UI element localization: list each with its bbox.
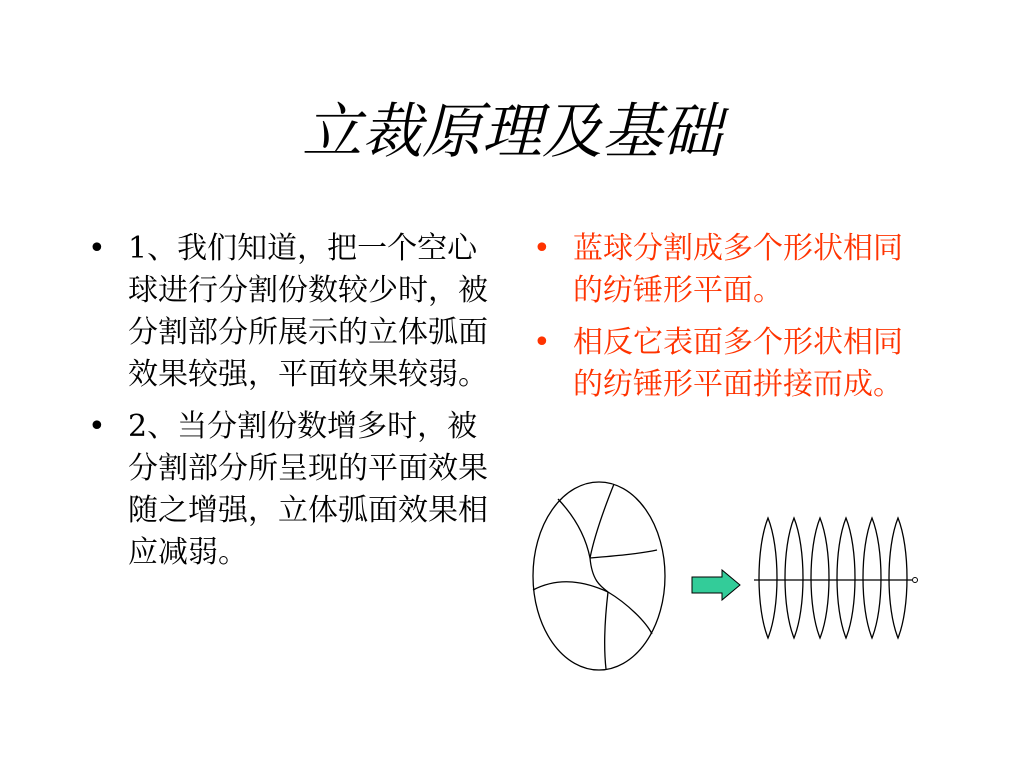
spindle-gores-icon — [754, 518, 918, 638]
left-bullet-list — [88, 228, 488, 584]
list-item-text: 1、我们知道，把一个空心球进行分割份数较少时，被分割部分所展示的立体弧面效果较强，平面较果较弱。 — [128, 231, 488, 392]
gore-piece — [811, 518, 829, 638]
gore-piece — [759, 518, 777, 638]
bullet-marker: • — [88, 231, 106, 266]
gore-piece — [889, 518, 907, 638]
gore-piece — [837, 518, 855, 638]
gore-piece — [863, 518, 881, 638]
slide-title: 立裁原理及基础 — [302, 97, 722, 167]
list-item — [88, 228, 488, 396]
gore-piece — [785, 518, 803, 638]
list-item-text: 相反它表面多个形状相同的纺锤形平面拼接而成。 — [573, 325, 903, 402]
arrow-shape — [692, 570, 740, 600]
sphere-outline — [533, 482, 665, 670]
sphere-with-segments-icon — [533, 482, 665, 670]
bullet-marker: • — [533, 325, 551, 360]
list-item — [88, 406, 488, 574]
list-item — [533, 322, 923, 406]
sphere-to-gores-diagram — [528, 476, 928, 676]
list-item — [533, 228, 923, 312]
right-arrow-icon — [692, 570, 740, 600]
bullet-marker: • — [533, 231, 551, 266]
list-item-text: 2、当分割份数增多时，被分割部分所呈现的平面效果随之增强，立体弧面效果相应减弱。 — [128, 409, 488, 570]
list-item-text: 蓝球分割成多个形状相同的纺锤形平面。 — [573, 231, 903, 308]
bullet-marker: • — [88, 409, 106, 444]
line-end-dot — [913, 578, 918, 583]
right-bullet-list — [533, 228, 923, 416]
